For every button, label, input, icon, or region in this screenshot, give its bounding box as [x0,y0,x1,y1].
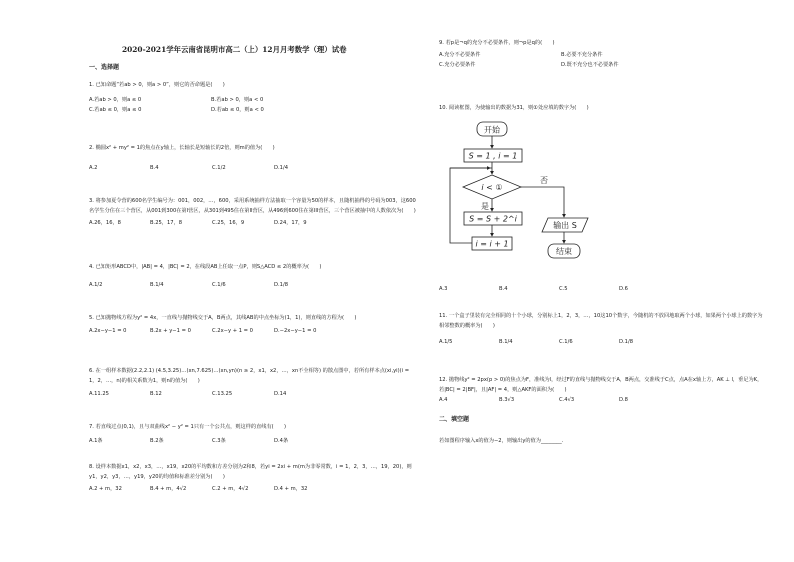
options-row [89,105,418,115]
option-d: D.6 [619,286,628,292]
option-c: C.2 + m，4√2 [212,486,249,492]
question-2 [89,143,418,173]
option-b: B.1/4 [499,339,513,345]
option-b: B.4 + m，4√2 [150,486,187,492]
option-c: C.1/6 [212,282,226,288]
option-c: C.1/2 [212,165,226,171]
question-stem: 9. 若p是¬q的充分不必要条件，则¬p是q的( ) [439,40,555,46]
question-stem: 6. 在一组样本数据(2.2,2.1) (4.5,3.25)…(xn,7.625)…(xn,yn)(n ≥ 2，x1，x2，…，xn不全相等) 的散点图中，若所有样本点(xi,yi)(i = 1，2，…，n)的相关系数为1，则n的值为( ) [89,368,410,384]
question-stem: 7. 若直线过点(0,1)，且与双曲线x² − y² = 1只有一个公共点，则这样的直线有( ) [89,424,287,430]
flow-no-label: 否 [540,176,548,185]
option-a: A.1条 [89,438,103,444]
option-b: B.2x + y−1 = 0 [150,328,191,334]
flow-init-label: S = 1 , i = 1 [468,151,518,161]
option-d: D.既不充分也不必要条件 [561,62,619,68]
option-a: A.1/2 [89,282,103,288]
option-a: A.充分不必要条件 [439,52,481,58]
flow-yes-label: 是 [481,202,489,211]
option-b: B.4 [499,286,508,292]
option-c: C.5 [559,286,568,292]
option-b: B.25，17，8 [150,220,183,226]
question-stem: 4. 已知矩形ABCD中，|AB| = 4，|BC| = 2，在线段AB上任取一点P，则S△ACD ≤ 2的概率为( ) [89,264,322,270]
question-8 [89,462,418,494]
flow-start-label: 开始 [484,125,500,135]
options-row [89,280,418,290]
option-c: C.若ab ≤ 0，则a ≤ 0 [89,107,142,113]
option-c: C.2x−y + 1 = 0 [212,328,253,334]
question-stem: 5. 已知抛物线方程为y² = 4x，一直线与抛物线交于A，B两点，其线AB的中点坐标为(1，1)，则直线的方程为( ) [89,315,357,321]
question-3 [89,196,418,228]
question-stem: 3. 将参加夏令营的600名学生编号为：001，002，…，600，采用系统抽样方法抽取一个容量为50的样本，且随机抽得的号码为003，这600名学生分住在三个营区，从001到300在第I营区，从301到495住在第II营区，从496到600住在第III营区，三个营区被抽中的人数依次为( ) [89,198,416,214]
fill-question [439,436,766,446]
question-4 [89,262,418,290]
option-a: A.若ab > 0，则a ≤ 0 [89,97,142,103]
option-b: B.必要不充分条件 [561,52,603,58]
options-row [89,95,418,105]
options-row [439,395,766,405]
question-stem: 若如图程序输入x的值为−2，则输出y的值为________. [439,438,564,444]
option-a: A.1/5 [439,339,453,345]
flow-end-label: 结束 [556,247,572,256]
option-b: B.1/4 [150,282,164,288]
program-flowchart [446,118,626,268]
option-b: B.12 [150,391,162,397]
question-9 [439,38,766,70]
options-row [439,337,766,347]
option-a: A.11.25 [89,391,109,397]
option-d: D.若ab ≤ 0，则a < 0 [211,107,264,113]
option-d: D.4 + m，32 [274,486,308,492]
question-10 [439,103,766,113]
option-a: A.2 [89,165,98,171]
options-row [89,218,418,228]
option-c: C.4√3 [559,397,575,403]
option-a: A.3 [439,286,448,292]
options-row [89,389,418,399]
question-5 [89,313,418,336]
option-d: D.8 [619,397,628,403]
option-b: B.4 [150,165,159,171]
section-choice-heading: 一、选择题 [89,64,120,71]
option-c: C.1/6 [559,339,573,345]
question-7 [89,422,418,446]
option-b: B.2条 [150,438,164,444]
option-d: D.1/4 [274,165,288,171]
section-fill-heading: 二、填空题 [439,416,470,423]
option-d: D.1/8 [619,339,633,345]
options-row [439,284,766,294]
option-a: A.2x−y−1 = 0 [89,328,127,334]
option-c: C.充分必要条件 [439,62,476,68]
flow-increment-label: i = i + 1 [475,239,509,249]
option-a: A.2 + m，32 [89,486,122,492]
exam-title: 2020-2021学年云南省昆明市高二（上）12月月考数学（理）试卷 [122,45,347,54]
option-d: D.24，17，9 [274,220,307,226]
option-d: D.1/8 [274,282,288,288]
option-c: C.13.25 [212,391,233,397]
option-c: C.25，16，9 [212,220,245,226]
option-d: D.−2x−y−1 = 0 [274,328,317,334]
question-stem: 1. 已知命题“若ab > 0，则a > 0”，则它的否命题是( ) [89,82,225,88]
question-6 [89,366,418,399]
option-a: A.26，16，8 [89,220,121,226]
options-row [89,436,418,446]
option-d: D.14 [274,391,287,397]
options-row [439,60,766,70]
question-stem: 11. 一个盒子里装有完全相同的十个小球，分别标上1，2，3，…，10这10个数字，今随机的不放回地取两个小球，如果两个小球上的数字为相邻整数的概率为( ) [439,313,763,329]
flow-condition-label: i < ① [481,183,503,192]
question-stem: 12. 抛物线y² = 2px(p > 0)的焦点为F，准线为l，经过F的直线与抛物线交于A，B两点，交准线于C点，点A在x轴上方，AK ⊥ l，垂足为K，若|BC| = 2|BF|，且|AF| = 4，则△AKF的面积为( ) [439,377,763,393]
question-11 [439,311,766,347]
options-row [89,484,418,494]
flow-update-label: S = S + 2^i [469,214,517,224]
question-10-options [439,284,766,294]
question-stem: 10. 阅读框图，为使输出的数据为31，则①处应填的数字为( ) [439,105,589,111]
option-d: D.4条 [274,438,289,444]
question-stem: 8. 设样本数据x1，x2，x3，…，x19，x20的平均数和方差分别为2和8，若yi = 2xi + m(m为非零常数，i = 1，2，3，…，19，20)，则y1，y2，y3，…，y19，y20的均值和标准差分别为( ) [89,464,412,480]
option-a: A.4 [439,397,448,403]
flow-output-label: 输出 S [553,221,577,230]
options-row [89,163,418,173]
options-row [89,326,418,336]
option-c: C.3条 [212,438,226,444]
option-b: B.3√3 [499,397,515,403]
question-stem: 2. 椭圆x² + my² = 1的焦点在y轴上，长轴长是短轴长的2倍，则m的值为( ) [89,145,275,151]
option-b: B.若ab > 0，则a < 0 [211,97,264,103]
question-12 [439,375,766,405]
options-row [439,50,766,60]
question-1 [89,80,418,115]
